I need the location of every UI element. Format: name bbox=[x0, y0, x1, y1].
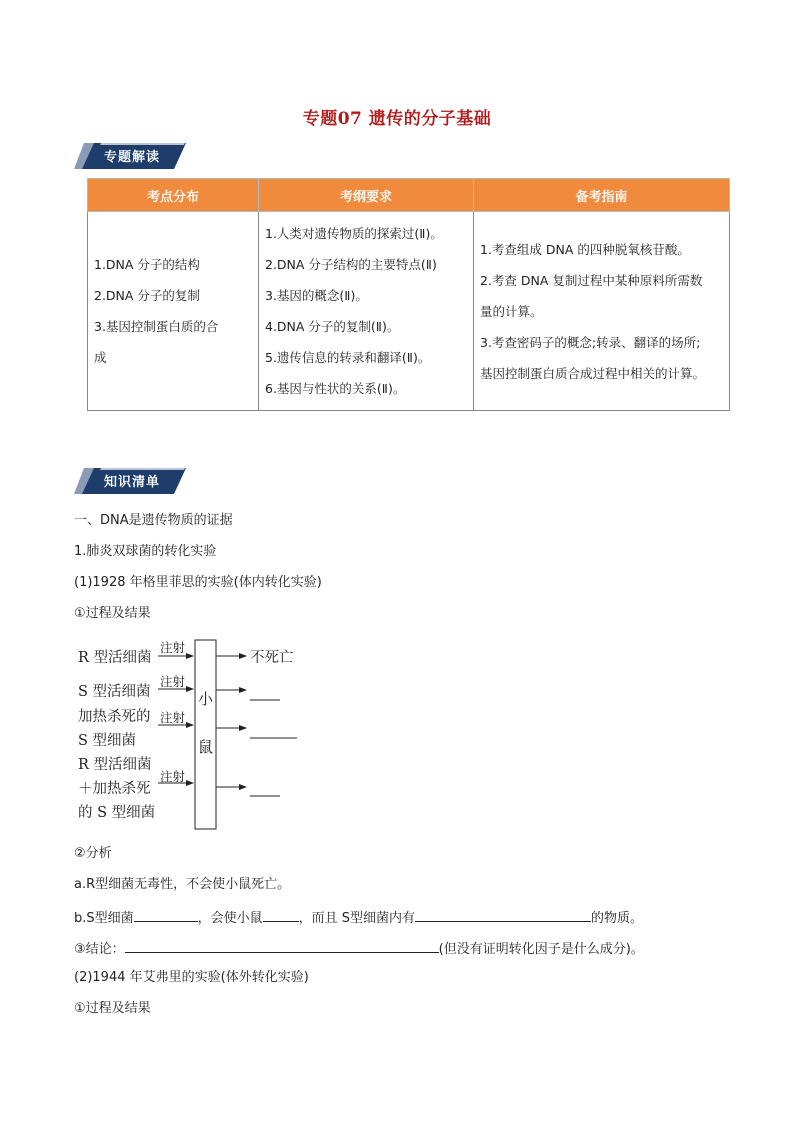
heading-dna-evidence: 一、DNA是遗传物质的证据 bbox=[74, 513, 233, 528]
section-banner-knowledge bbox=[74, 468, 186, 494]
analysis-a: a.R型细菌无毒性，不会使小鼠死亡。 bbox=[74, 877, 291, 892]
heading-process-2: ①过程及结果 bbox=[74, 1001, 151, 1016]
heading-analysis: ②分析 bbox=[74, 846, 112, 861]
blank-field[interactable] bbox=[415, 907, 591, 922]
section-banner-interpretation bbox=[74, 143, 186, 169]
cell-distribution bbox=[88, 212, 259, 411]
list-item: 4.DNA 分子的复制(Ⅱ)。 bbox=[265, 319, 400, 334]
blank-field[interactable] bbox=[263, 907, 299, 922]
label-heat-killed: 加热杀死的 bbox=[78, 709, 151, 725]
label-plus-heat-killed: ＋加热杀死 bbox=[78, 781, 151, 797]
inject-label: 注射 bbox=[160, 674, 186, 689]
mouse-char: 鼠 bbox=[198, 738, 214, 756]
heading-transformation: 1.肺炎双球菌的转化实验 bbox=[74, 544, 217, 559]
header-requirements: 考纲要求 bbox=[259, 179, 474, 212]
inject-label: 注射 bbox=[160, 640, 186, 655]
inject-label: 注射 bbox=[160, 769, 186, 784]
list-item: 3.考查密码子的概念;转录、翻译的场所; bbox=[480, 334, 701, 350]
heading-griffith: (1)1928 年格里菲思的实验(体内转化实验) bbox=[74, 575, 322, 590]
list-item: 1.人类对遗传物质的探索过(Ⅱ)。 bbox=[265, 226, 443, 241]
mouse-char: 小 bbox=[198, 690, 214, 708]
heading-process-1: ①过程及结果 bbox=[74, 606, 151, 621]
analysis-b: b.S型细菌 ，会使小鼠 ，而且 S型细菌内有 的物质。 bbox=[74, 907, 643, 928]
blank-field[interactable] bbox=[134, 907, 198, 922]
exam-requirements-table bbox=[87, 178, 730, 411]
header-guide: 备考指南 bbox=[474, 179, 730, 212]
cell-guide bbox=[474, 212, 730, 411]
list-item: 6.基因与性状的关系(Ⅱ)。 bbox=[265, 381, 406, 396]
label-r-live: R 型活细菌 bbox=[78, 650, 152, 666]
list-item: 1.DNA 分子的结构 bbox=[94, 257, 200, 272]
heading-avery: (2)1944 年艾弗里的实验(体外转化实验) bbox=[74, 970, 309, 985]
list-item: 基因控制蛋白质合成过程中相关的计算。 bbox=[480, 365, 706, 381]
cell-requirements bbox=[259, 212, 474, 411]
label-s-live: S 型活细菌 bbox=[78, 684, 151, 700]
list-item: 3.基因控制蛋白质的合 bbox=[94, 319, 219, 334]
inject-label: 注射 bbox=[160, 710, 186, 725]
label-s-bacteria-2: 的 S 型细菌 bbox=[78, 805, 156, 821]
list-item: 5.遗传信息的转录和翻译(Ⅱ)。 bbox=[265, 350, 431, 365]
blank-field[interactable] bbox=[125, 938, 439, 953]
result-not-die: 不死亡 bbox=[250, 650, 294, 666]
griffith-diagram bbox=[72, 630, 312, 830]
label-s-bacteria: S 型细菌 bbox=[78, 733, 137, 749]
list-item: 2.DNA 分子的复制 bbox=[94, 288, 200, 303]
list-item: 3.基因的概念(Ⅱ)。 bbox=[265, 288, 368, 303]
list-item: 1.考查组成 DNA 的四种脱氧核苷酸。 bbox=[480, 241, 690, 257]
label-r-live-2: R 型活细菌 bbox=[78, 757, 152, 773]
table-header-row bbox=[88, 179, 730, 212]
header-distribution: 考点分布 bbox=[88, 179, 259, 212]
banner-label: 专题解读 bbox=[104, 150, 161, 165]
table-row bbox=[88, 212, 730, 411]
list-item: 2.考查 DNA 复制过程中某种原料所需数 bbox=[480, 272, 703, 288]
banner-label: 知识清单 bbox=[104, 475, 161, 490]
list-item: 量的计算。 bbox=[480, 303, 543, 319]
list-item: 2.DNA 分子结构的主要特点(Ⅱ) bbox=[265, 257, 437, 272]
conclusion: ③结论： (但没有证明转化因子是什么成分)。 bbox=[74, 938, 644, 959]
list-item: 成 bbox=[94, 350, 107, 365]
page-title: 专题07 遗传的分子基础 bbox=[302, 109, 492, 129]
